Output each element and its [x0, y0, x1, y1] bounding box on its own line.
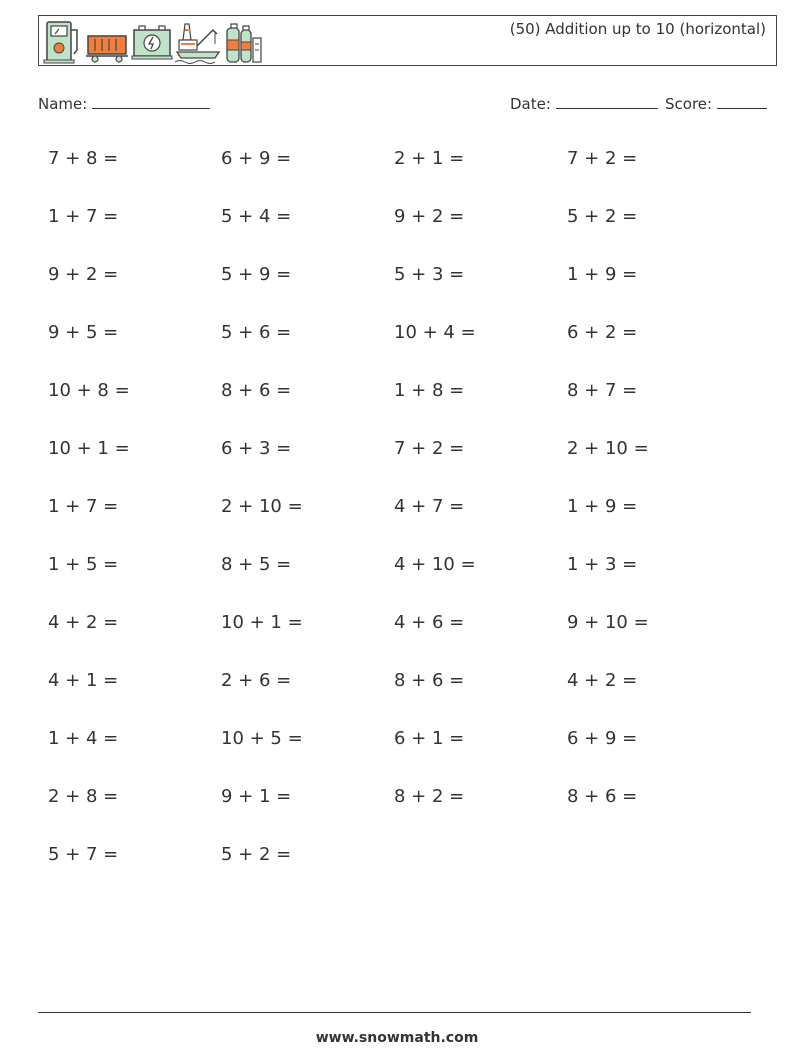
problem: 4 + 7 =	[394, 496, 465, 517]
gas-cylinders-icon	[223, 20, 263, 64]
problem: 2 + 10 =	[221, 496, 303, 517]
problem: 10 + 1 =	[48, 438, 130, 459]
name-label: Name:	[38, 95, 88, 113]
problem: 9 + 1 =	[221, 786, 292, 807]
name-blank[interactable]	[92, 94, 210, 109]
problem: 6 + 9 =	[221, 148, 292, 169]
problem: 10 + 5 =	[221, 728, 303, 749]
freight-wagon-icon	[85, 20, 129, 64]
date-field[interactable]	[510, 94, 658, 113]
problem: 8 + 2 =	[394, 786, 465, 807]
problem: 9 + 5 =	[48, 322, 119, 343]
score-blank[interactable]	[717, 94, 767, 109]
problem: 2 + 8 =	[48, 786, 119, 807]
problem: 4 + 6 =	[394, 612, 465, 633]
problem: 8 + 6 =	[221, 380, 292, 401]
score-field[interactable]	[665, 94, 767, 113]
problem: 5 + 7 =	[48, 844, 119, 865]
problem: 9 + 10 =	[567, 612, 649, 633]
problem: 6 + 9 =	[567, 728, 638, 749]
problem: 6 + 2 =	[567, 322, 638, 343]
problem: 1 + 7 =	[48, 206, 119, 227]
problem: 4 + 2 =	[48, 612, 119, 633]
worksheet-title: (50) Addition up to 10 (horizontal)	[509, 20, 766, 38]
problem: 5 + 2 =	[221, 844, 292, 865]
problem: 1 + 8 =	[394, 380, 465, 401]
problem: 5 + 3 =	[394, 264, 465, 285]
problem: 5 + 4 =	[221, 206, 292, 227]
problem: 1 + 4 =	[48, 728, 119, 749]
oil-rig-icon	[175, 20, 221, 64]
problem: 7 + 8 =	[48, 148, 119, 169]
footer-divider	[38, 1012, 751, 1013]
problem: 9 + 2 =	[48, 264, 119, 285]
problem: 1 + 9 =	[567, 264, 638, 285]
problem: 5 + 2 =	[567, 206, 638, 227]
problem: 6 + 1 =	[394, 728, 465, 749]
header-icons	[43, 20, 263, 64]
problem: 4 + 10 =	[394, 554, 476, 575]
worksheet-header	[38, 15, 777, 66]
problem: 2 + 6 =	[221, 670, 292, 691]
problem: 1 + 3 =	[567, 554, 638, 575]
problem: 5 + 9 =	[221, 264, 292, 285]
problem: 7 + 2 =	[567, 148, 638, 169]
problem: 6 + 3 =	[221, 438, 292, 459]
problem: 2 + 1 =	[394, 148, 465, 169]
name-field[interactable]	[38, 94, 210, 113]
gas-pump-icon	[43, 20, 83, 64]
problem: 7 + 2 =	[394, 438, 465, 459]
footer-website: www.snowmath.com	[315, 1030, 479, 1046]
problem: 4 + 1 =	[48, 670, 119, 691]
problem: 4 + 2 =	[567, 670, 638, 691]
problem: 2 + 10 =	[567, 438, 649, 459]
problem: 9 + 2 =	[394, 206, 465, 227]
problem: 8 + 6 =	[567, 786, 638, 807]
problem: 8 + 7 =	[567, 380, 638, 401]
problem: 5 + 6 =	[221, 322, 292, 343]
date-blank[interactable]	[556, 94, 658, 109]
problem: 1 + 7 =	[48, 496, 119, 517]
problem: 10 + 4 =	[394, 322, 476, 343]
problem: 1 + 5 =	[48, 554, 119, 575]
problem: 1 + 9 =	[567, 496, 638, 517]
problem: 8 + 5 =	[221, 554, 292, 575]
car-battery-icon	[131, 20, 173, 64]
date-label: Date:	[510, 95, 551, 113]
problem: 10 + 8 =	[48, 380, 130, 401]
problem: 10 + 1 =	[221, 612, 303, 633]
problem: 8 + 6 =	[394, 670, 465, 691]
score-label: Score:	[665, 95, 713, 113]
